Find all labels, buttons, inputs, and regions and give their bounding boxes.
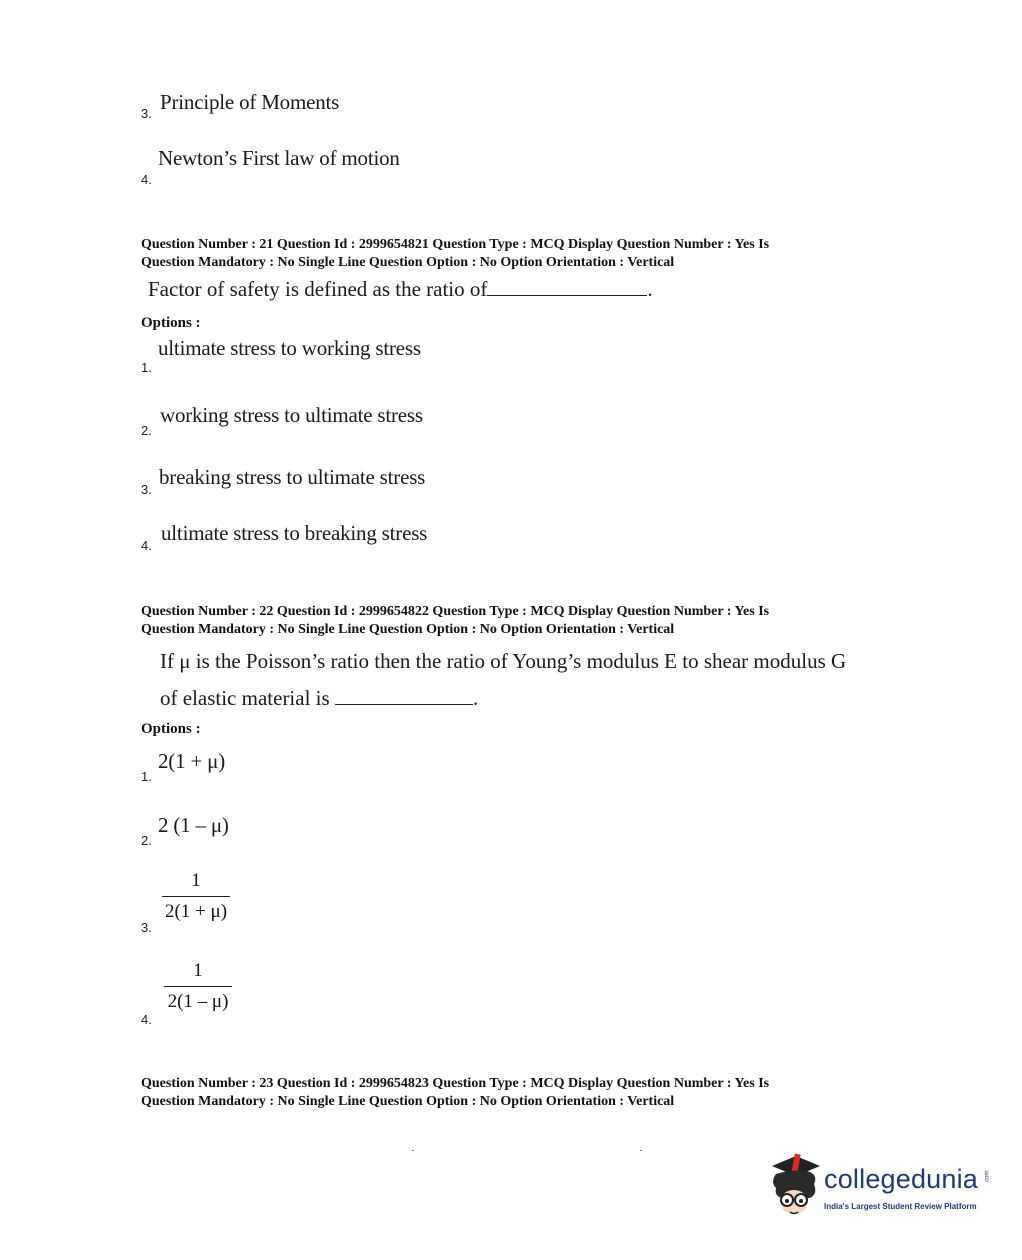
option-text: Principle of Moments [160, 90, 340, 114]
logo-suffix: .com [984, 1170, 991, 1184]
answer-blank [487, 294, 647, 296]
option-number: 3. [141, 106, 152, 121]
fraction-bar [164, 986, 232, 987]
options-label: Options : [141, 315, 201, 331]
scan-mark [640, 1150, 642, 1151]
question-meta: Question Number : 21 Question Id : 2999654821 Question Type : MCQ Display Question Number : Yes Is Question Mandatory : No Single Line Question Option : No Option Orientation : Vertical [141, 237, 770, 270]
fraction-option [164, 960, 232, 1013]
logo-tagline: India's Largest Student Review Platform [824, 1202, 977, 1211]
options-label: Options : [141, 721, 201, 737]
fraction-bar [162, 896, 230, 897]
option-number: 4. [141, 538, 152, 553]
option-number: 1. [141, 360, 152, 375]
option-number: 3. [141, 920, 152, 935]
option-number: 2. [141, 833, 152, 848]
scan-mark [412, 1150, 414, 1151]
option-number: 1. [141, 769, 152, 784]
fraction-denominator: 2(1 + μ) [164, 901, 228, 922]
option-text: ultimate stress to breaking stress [161, 521, 428, 545]
option-text: working stress to ultimate stress [160, 403, 423, 427]
option-number: 3. [141, 482, 152, 497]
option-number: 4. [141, 1012, 152, 1027]
fraction-numerator: 1 [191, 870, 201, 891]
fraction-option [162, 870, 230, 923]
option-text: Newton’s First law of motion [158, 146, 400, 170]
question-meta: Question Number : 22 Question Id : 2999654822 Question Type : MCQ Display Question Number : Yes Is Question Mandatory : No Single Line Question Option : No Option Orientation : Vertical [141, 604, 770, 637]
option-text: ultimate stress to working stress [158, 336, 421, 360]
question-meta: Question Number : 23 Question Id : 2999654823 Question Type : MCQ Display Question Number : Yes Is Question Mandatory : No Single Line Question Option : No Option Orientation : Vertical [141, 1076, 770, 1109]
collegedunia-logo [766, 1152, 996, 1224]
option-number: 4. [141, 172, 152, 187]
option-text: 2 (1 – μ) [158, 813, 229, 837]
option-text: breaking stress to ultimate stress [159, 465, 426, 489]
option-text: 2(1 + μ) [158, 749, 225, 773]
mascot-icon [766, 1152, 824, 1224]
question-stem-line: of elastic material is . [160, 686, 479, 710]
question-stem-line: If μ is the Poisson’s ratio then the ratio of Young’s modulus E to shear modulus G [160, 649, 847, 673]
fraction-denominator: 2(1 – μ) [167, 991, 229, 1012]
fraction-numerator: 1 [193, 960, 203, 981]
logo-name: collegedunia [824, 1164, 979, 1194]
answer-blank [335, 703, 473, 705]
option-number: 2. [141, 423, 152, 438]
question-stem: Factor of safety is defined as the ratio of . [148, 277, 653, 301]
